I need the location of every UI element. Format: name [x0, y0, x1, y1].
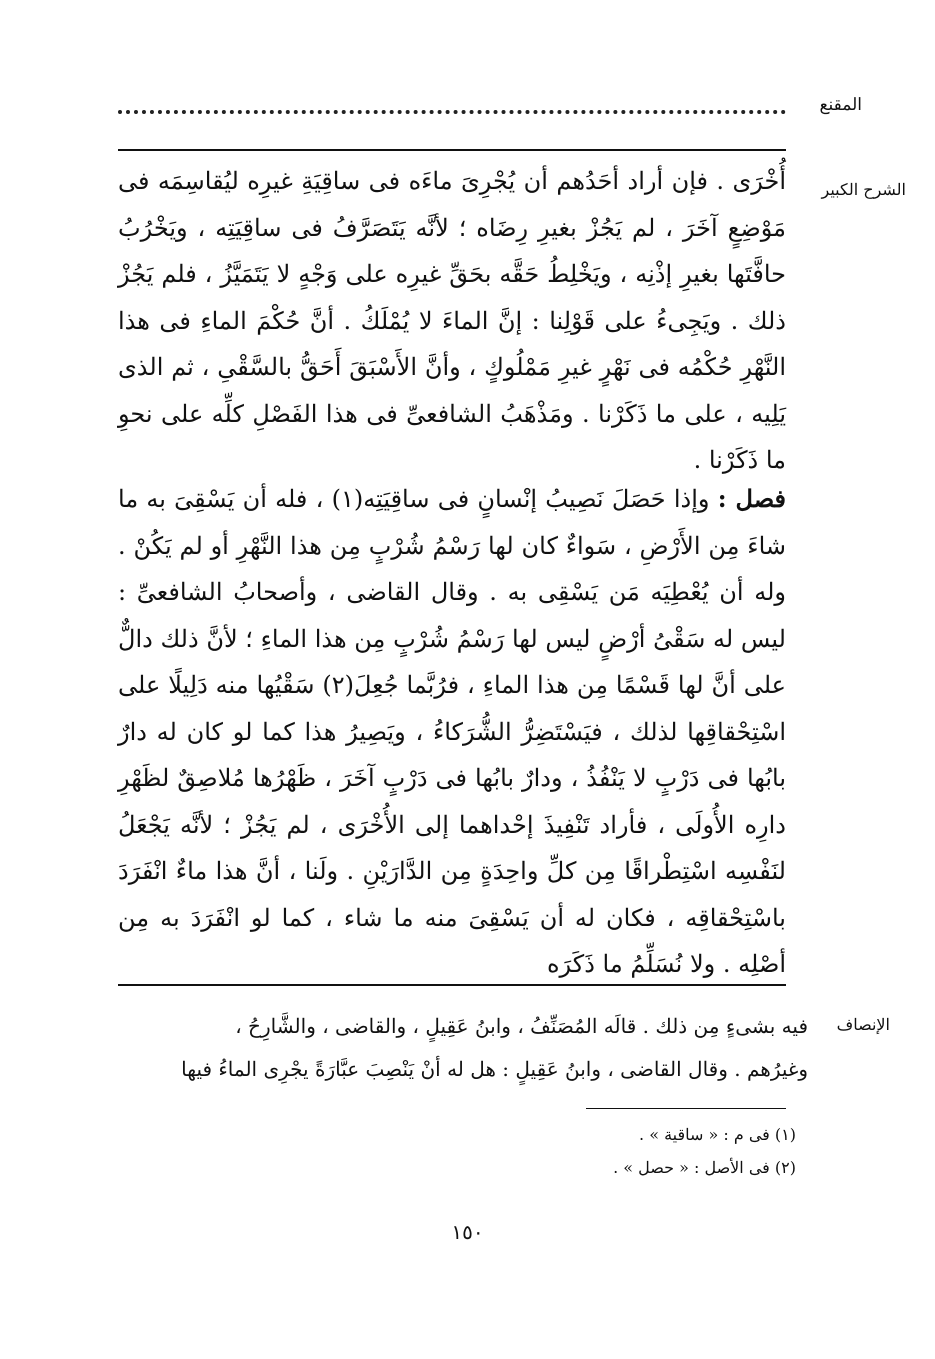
footnote-2: (٢) فى الأصل : « حصل » .: [613, 1158, 796, 1177]
insaf-line-1: فيه بشىءٍ مِن ذلك . قالَه المُصَنِّفُ ، وابنُ عَقِيلٍ ، والقاضى ، والشَّارِحُ ،: [235, 1014, 808, 1038]
fasl-text-block: [118, 476, 786, 988]
main-paragraph-2: [118, 476, 786, 988]
footnotes: [560, 1118, 796, 1184]
header-dotted-rule: [118, 110, 786, 114]
insaf-text-block: [118, 1005, 808, 1091]
main-paragraph-1: أُخْرَى . فإن أراد أحَدُهم أن يُجْرِىَ ماءَه فى ساقِيَةِ غيرِه ليُقاسِمَه فى مَوْضِعٍ آخَرَ ، لم يَجُزْ بغيرِ رِضَاه ؛ لأنَّه يَتَصَرَّفُ فى ساقِيَتِه ، ويَخْرُبُ حافَّتَها بغيرِ إذْنِه ، ويَخْلِطُ حَقَّه بحَقِّ غيرِه على وَجْهٍ لا يَتَمَيَّزُ ، فلم يَجُزْ ذلك . ويَجِىءُ على قَوْلِنا : إنَّ الماءَ لا يُمْلَكُ . أنَّ حُكْمَ الماءِ فى هذا النَّهْرِ حُكْمُه فى نَهْرٍ غيرِ مَمْلُوكٍ ، وأنَّ الأَسْبَقَ أَحَقُّ بالسَّقْىِ ، ثم الذى يَلِيه ، على ما ذَكَرْنا . ومَذْهَبُ الشافعىِّ فى هذا الفَصْلِ كلِّه على نحوِ ما ذَكَرْنا .: [118, 167, 786, 474]
section-divider: [118, 984, 786, 986]
footnote-1: (١) فى م : « ساقية » .: [639, 1125, 796, 1144]
insaf-side-label: الإنصاف: [836, 1015, 890, 1034]
book-title-header: المقنع: [819, 95, 862, 115]
sharh-side-label: الشرح الكبير: [821, 180, 906, 199]
header-solid-rule: [118, 149, 786, 151]
footnote-rule: [586, 1108, 786, 1109]
main-text-block: [118, 158, 786, 484]
page-number: ١٥٠: [451, 1220, 484, 1244]
insaf-line-2: وغيرُهم . وقال القاضى ، وابنُ عَقِيلٍ : هل له أنْ يَنْصِبَ عبَّارَةً يجْرِى الماءُ فيها: [181, 1057, 808, 1081]
fasl-heading: فصل :: [717, 484, 786, 513]
fasl-body: وإذا حَصَلَ نَصِيبُ إنْسانٍ فى ساقِيَتِه(١) ، فله أن يَسْقِىَ به ما شاءَ مِن الأَرْضِ ، سَواءٌ كان لها رَسْمُ شُرْبٍ مِن هذا النَّهْرِ أو لم يَكُنْ . وله أن يُعْطِيَه مَن يَسْقِى به . وقال القاضى ، وأصحابُ الشافعىِّ : ليس له سَقْىُ أرْضٍ ليس لها رَسْمُ شُرْبٍ مِن هذا الماءِ ؛ لأنَّ ذلك دالٌّ على أنَّ لها قَسْمًا مِن هذا الماءِ ، فرُبَّما جُعِلَ(٢) سَقْيُها منه دَلِيلًا على اسْتِحْقاقِها لذلك ، فيَسْتَضِرُّ الشُّرَكاءُ ، ويَصِيرُ هذا كما لو كان له دارٌ بابُها فى دَرْبٍ لا يَنْفُذُ ، ودارٌ بابُها فى دَرْبٍ آخَرَ ، ظَهْرُها مُلاصِقٌ لظَهْرِ دارِه الأُولَى ، فأراد تَنْفِيذَ إحْداهما إلى الأُخْرَى ، لم يَجُزْ ؛ لأنَّه يَجْعَلُ لنَفْسِه اسْتِطْراقًا مِن كلِّ واحِدَةٍ مِن الدَّارَيْنِ . ولَنا ، أنَّ هذا ماءٌ انْفَرَدَ باسْتِحْقاقِه ، فكان له أن يَسْقِىَ منه ما شاء ، كما لو انْفَرَدَ به مِن أصْلِه . ولا نُسَلِّمُ ما ذَكَرَه: [118, 485, 786, 978]
